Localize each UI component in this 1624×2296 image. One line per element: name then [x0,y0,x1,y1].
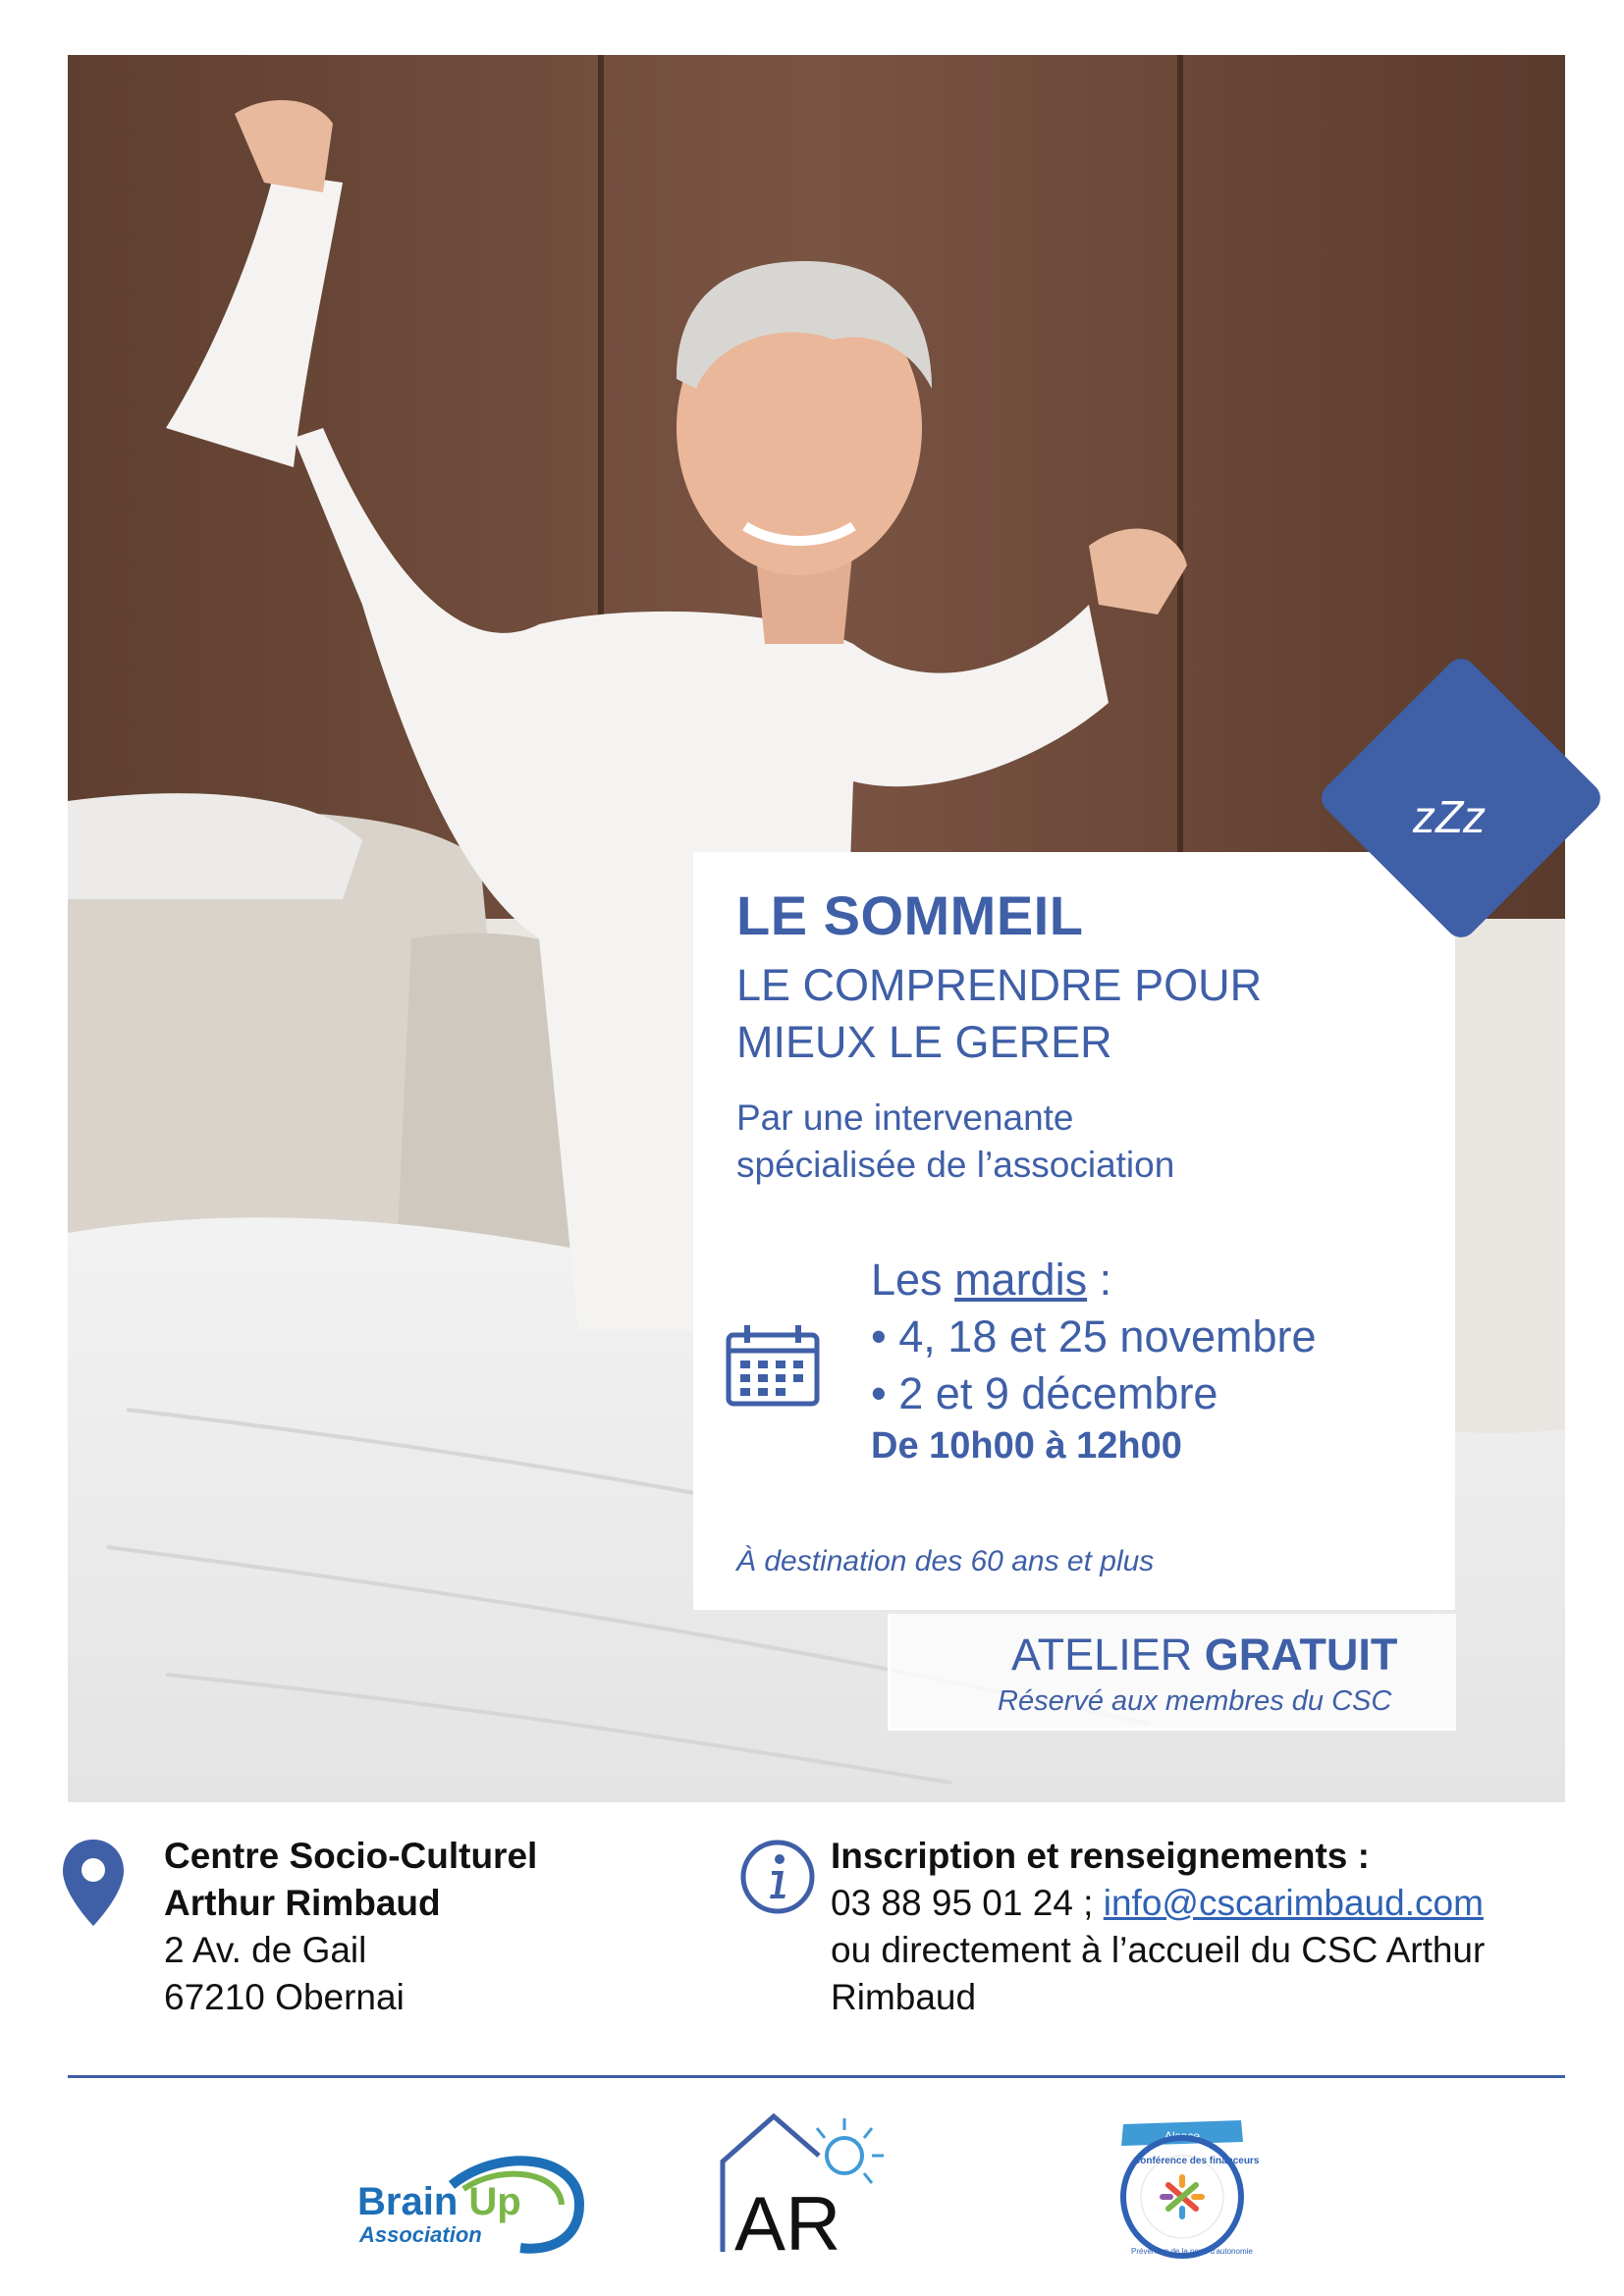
arthur-rimbaud-logo [717,2109,903,2256]
info-icon [738,1838,817,1916]
brainup-text-3: Association [359,2222,482,2247]
calendar-icon [725,1323,821,1408]
location-pin-icon [59,1836,128,1930]
event-title: LE SOMMEIL [736,884,1084,946]
intro-line1: Par une intervenante [736,1097,1074,1138]
schedule-dates-december: • 2 et 9 décembre [871,1368,1218,1418]
contact-line3: ou directement à l’accueil du CSC Arthur [831,1930,1486,1970]
alsace-text: Alsace [1164,2129,1201,2143]
contact-phone: 03 88 95 01 24 ; [831,1883,1104,1923]
contact-line4: Rimbaud [831,1977,977,2017]
intro-line2: spécialisée de l’association [736,1145,1175,1185]
audience-note: À destination des 60 ans et plus [736,1545,1155,1577]
address-name-line2: Arthur Rimbaud [164,1883,441,1923]
schedule-time: De 10h00 à 12h00 [871,1425,1182,1467]
ar-text: AR [734,2180,841,2256]
members-only-note: Réservé aux membres du CSC [998,1685,1392,1717]
schedule-days-word: mardis [954,1255,1088,1305]
conference-text: Conférence des financeurs [1133,2156,1260,2166]
contact-email-link[interactable]: info@cscarimbaud.com [1103,1883,1484,1923]
atelier-word: ATELIER [1011,1629,1205,1680]
schedule-dates-november: • 4, 18 et 25 novembre [871,1311,1317,1362]
address-city: 67210 Obernai [164,1977,405,2017]
schedule-suffix: : [1087,1255,1112,1305]
contact-phone-email [831,1883,1484,1924]
schedule-days [871,1255,1111,1306]
conference-financeurs-logo [1104,2112,1261,2260]
brainup-text-1: Brain [357,2180,469,2223]
address-name-line1: Centre Socio-Culturel [164,1836,538,1876]
prevention-text: Prévention de la perte d'autonomie [1131,2247,1253,2256]
gratuit-word: GRATUIT [1204,1629,1398,1680]
brain-up-logo [353,2146,589,2254]
svg-text:Brain Up [357,2180,521,2223]
footer-divider [68,2075,1565,2078]
brainup-text-2: Up [468,2180,521,2223]
contact-heading: Inscription et renseignements : [831,1836,1370,1876]
schedule-prefix: Les [871,1255,955,1305]
free-workshop-label [1011,1629,1397,1681]
address-street: 2 Av. de Gail [164,1930,367,1970]
sleep-zzz-icon [1317,654,1605,942]
event-subtitle-line2: MIEUX LE GERER [736,1017,1112,1067]
event-subtitle-line1: LE COMPRENDRE POUR [736,960,1263,1010]
zzz-text: zZz [1413,791,1487,842]
